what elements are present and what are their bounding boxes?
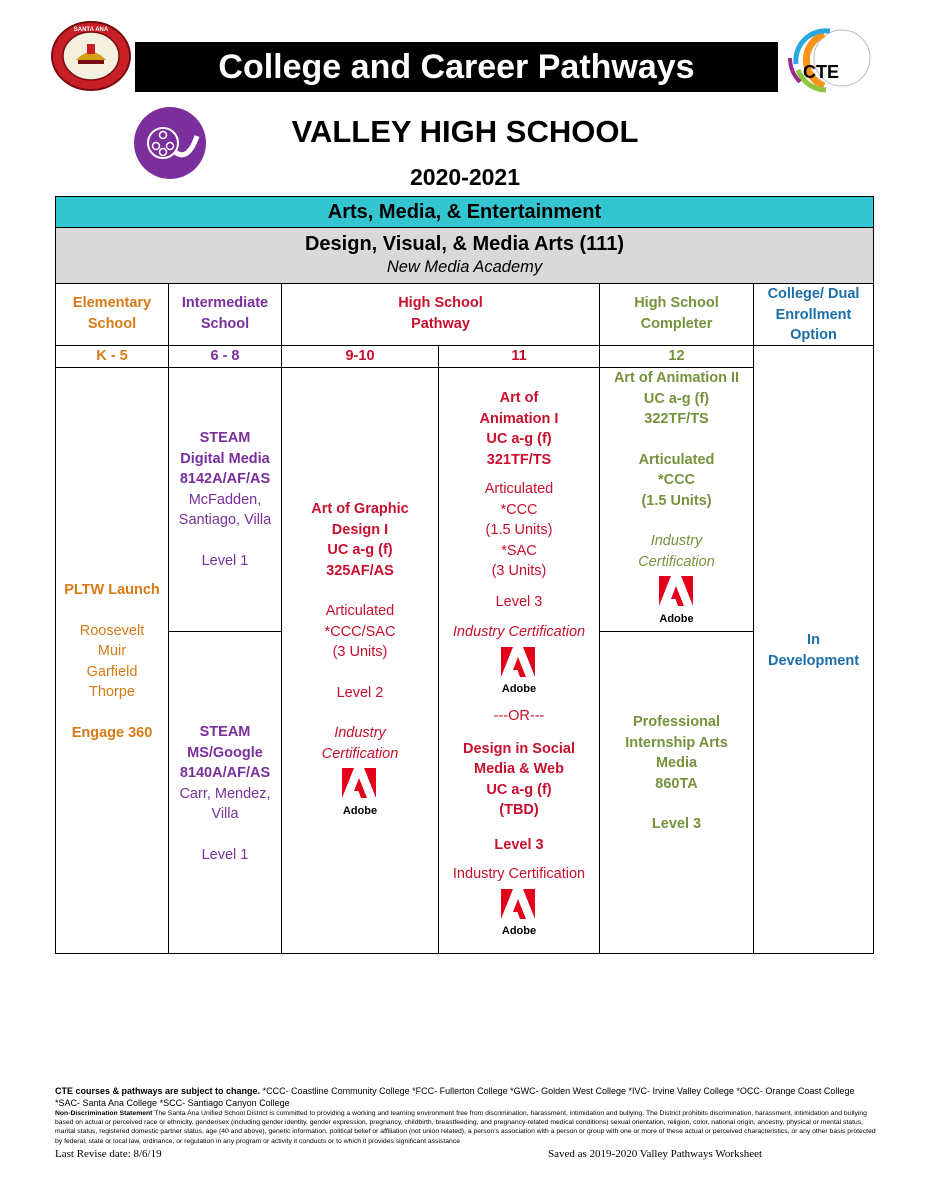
schools: Villa [211, 806, 239, 822]
grade-12: 12 [599, 345, 754, 368]
schools: Carr, Mendez, [179, 785, 271, 802]
certification: Industry [650, 533, 703, 549]
grade-9-10: 9-10 [281, 345, 439, 368]
course-title: MS/Google [187, 744, 263, 761]
grade-12-bottom-cell [599, 631, 754, 954]
svg-text:SANTA ANA: SANTA ANA [73, 27, 109, 33]
articulation: Articulated [484, 481, 554, 497]
course-code: 860TA [655, 775, 698, 792]
articulation: (1.5 Units) [641, 492, 712, 509]
elementary-school: Muir [97, 643, 127, 659]
course-code: 322TF/TS [644, 411, 709, 427]
grade-12-top-cell [599, 367, 754, 632]
college-status: In [807, 632, 820, 648]
uc-ag: UC a-g (f) [486, 431, 552, 447]
header-high-school-completer: High School Completer [599, 283, 754, 346]
adobe-logo-icon: Adobe [499, 647, 539, 697]
pathway-name: Design, Visual, & Media Arts (111) [304, 233, 624, 255]
level: Level 3 [651, 816, 702, 832]
articulation: *CCC/SAC [324, 623, 396, 640]
articulation: *CCC [657, 472, 696, 488]
grade-11: 11 [438, 345, 600, 368]
level: Level 2 [336, 684, 384, 701]
alt-course-code: (TBD) [499, 802, 539, 818]
articulation: (1.5 Units) [485, 522, 553, 538]
level: Level 3 [494, 836, 544, 853]
header-intermediate: Intermediate School [168, 283, 282, 346]
course-title: Internship Arts [625, 734, 728, 751]
elementary-program: PLTW Launch [64, 582, 160, 598]
grade-11-cell [438, 367, 600, 954]
alt-course-title: Design in Social [463, 740, 575, 757]
course-title: Art of Animation II [613, 370, 740, 386]
college-status: Development [767, 652, 860, 669]
course-title: STEAM [199, 724, 251, 740]
course-code: 8140A/AF/AS [179, 765, 271, 781]
certification: Industry Certification [452, 624, 586, 640]
academy-name: New Media Academy [386, 258, 543, 276]
college-cell [753, 345, 874, 954]
course-code: 321TF/TS [486, 451, 552, 468]
pathway-table [55, 196, 874, 954]
saved-as: Saved as 2019-2020 Valley Pathways Worksheet [548, 1147, 763, 1160]
adobe-logo-icon: Adobe [499, 889, 539, 939]
grade-9-10-cell [281, 367, 439, 954]
adobe-logo-icon: Adobe [657, 576, 697, 626]
course-title: Professional [632, 714, 721, 730]
elementary-program-2: Engage 360 [71, 724, 153, 741]
course-title: Animation I [479, 410, 559, 427]
level: Level 1 [201, 846, 249, 863]
course-code: 8142A/AF/AS [179, 471, 271, 487]
school-year: 2020-2021 [410, 164, 520, 190]
elementary-cell [55, 367, 169, 954]
cte-logo-icon [780, 24, 872, 96]
articulation: *SAC [501, 542, 537, 559]
uc-ag: UC a-g (f) [327, 542, 393, 558]
school-name: VALLEY HIGH SCHOOL [291, 114, 639, 149]
course-title: Digital Media [180, 450, 270, 467]
intermediate-bottom-cell [168, 631, 282, 954]
articulation: Articulated [638, 451, 715, 468]
last-revise-date: Last Revise date: 8/6/19 [55, 1147, 162, 1160]
adobe-logo-icon: Adobe [340, 768, 380, 818]
course-code: 325AF/AS [326, 562, 394, 579]
course-title: Design I [331, 521, 389, 538]
footer-note: CTE courses & pathways are subject to change. *CCC- Coastline Community College *FCC- Fullerton College *GWC- Golden West College *IVC- Irvine Valley College *OCC- Orange Coast College *SAC- Santa Ana College *SCC- Santiago Canyon College [55, 1086, 855, 1108]
banner-title: College and Career Pathways [135, 42, 778, 92]
schools: Santiago, Villa [178, 512, 272, 528]
articulation: *CCC [500, 501, 538, 518]
header-elementary: Elementary School [55, 283, 169, 346]
course-title: Art of [499, 390, 539, 406]
elementary-school: Garfield [86, 663, 138, 680]
course-title: Media [655, 755, 698, 771]
cte-logo-text: CTE [803, 62, 839, 82]
uc-ag: UC a-g (f) [486, 781, 552, 798]
sector-row [55, 196, 874, 228]
course-title: STEAM [199, 430, 251, 446]
schools: McFadden, [188, 491, 262, 508]
uc-ag: UC a-g (f) [643, 390, 710, 407]
elementary-school: Thorpe [89, 684, 135, 700]
articulation: (3 Units) [491, 563, 547, 579]
certification: Certification [321, 745, 399, 762]
or-separator: ---OR--- [493, 708, 545, 724]
elementary-school: Roosevelt [79, 622, 145, 639]
certification: Industry [334, 725, 386, 741]
level: Level 3 [495, 593, 543, 610]
articulation: Articulated [325, 603, 395, 619]
certification: Certification [638, 553, 715, 570]
footer-dates [55, 1148, 880, 1162]
alt-course-title: Media & Web [474, 761, 564, 777]
district-seal-icon [50, 20, 132, 92]
articulation: (3 Units) [332, 644, 388, 660]
non-discrimination-statement: Non-Discrimination Statement The Santa Ana Unified School District is committed to providing a working and learning environment free from discrimination, harassment, intimidation and bullying. The District prohibits discrimination, harassment, intimidation and bullying based on actual or perceived race or ethnicity, gender/sex (including gender identity, gender expression, pregnancy, childbirth, breastfeeding, and pregnancy-related medical conditions) sexual orientation, religion, color, national origin, ancestry, physical or mental status, marital status, registered domestic partner status, age (40 and above), genetic information, political belief or affiliation (not union related), a person's association with a person or group with one or more of these actual or perceived characteristics, or any other basis protected by federal, state or local law, ordinance, or regulation in any program or activity it conducts or to which it provides significant assistance [55, 1110, 876, 1145]
pathway-row [55, 227, 874, 284]
certification: Industry Certification [452, 866, 586, 882]
sector-name: Arts, Media, & Entertainment [327, 201, 602, 223]
header-college-option: College/ Dual Enrollment Option [753, 283, 874, 346]
level: Level 1 [201, 552, 249, 569]
course-title: Art of Graphic [311, 501, 409, 517]
intermediate-top-cell [168, 367, 282, 632]
grade-6-8: 6 - 8 [168, 345, 282, 368]
footer [55, 1085, 880, 1162]
header-high-school-pathway: High School Pathway [281, 283, 600, 346]
grade-k5: K - 5 [55, 345, 169, 368]
